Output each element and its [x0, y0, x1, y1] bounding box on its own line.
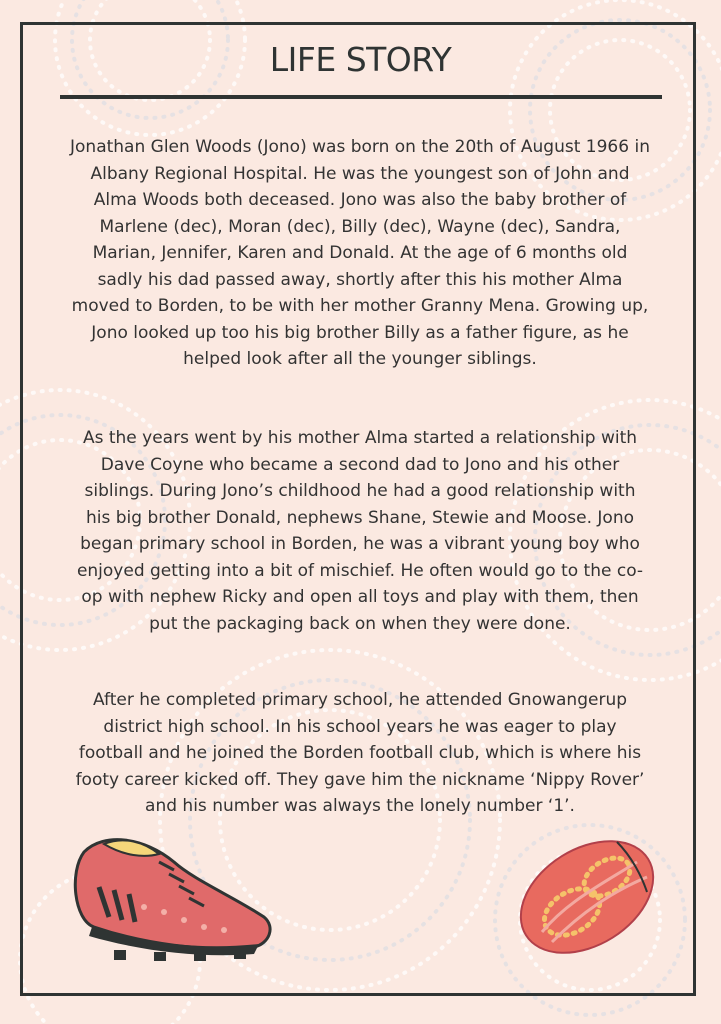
paragraph-school: After he completed primary school, he attended Gnowangerup district high school. In his school years he was eager to play football and he joined the Borden football club, which is where his footy career kicked off. They gave him the nickname ‘Nippy Rover’ and his number was always the lonely number ‘1’. — [75, 690, 645, 816]
paragraph-birth: Jonathan Glen Woods (Jono) was born on the 20th of August 1966 in Albany Regional Hospital. He was the youngest son of John and Alma Woods both deceased. Jono was also the baby brother of Marlene (dec), Moran (dec), Billy (dec), Wayne (dec), Sandra, Marian, Jennifer, Karen and Donald. At the age of 6 months old sadly his dad passed away, shortly after this his mother Alma moved to Borden, to be with her mother Granny Mena. Growing up, Jono looked up too his big brother Billy as a father figure, as he helped look after all the younger siblings. — [70, 137, 650, 369]
football-icon — [512, 832, 662, 962]
football-boot-icon — [64, 832, 279, 962]
paragraph-childhood: As the years went by his mother Alma started a relationship with Dave Coyne who became a second dad to Jono and his other siblings. During Jono’s childhood he had a good relationship with his big brother Donald, nephews Shane, Stewie and Moose. Jono began primary school in Borden, he was a vibrant young boy who enjoyed getting into a bit of mischief. He often would go to the co-op with nephew Ricky and open all toys and play with them, then put the packaging back on when they were done. — [76, 428, 644, 634]
title-underline — [60, 95, 662, 99]
page-title: LIFE STORY — [269, 40, 452, 79]
